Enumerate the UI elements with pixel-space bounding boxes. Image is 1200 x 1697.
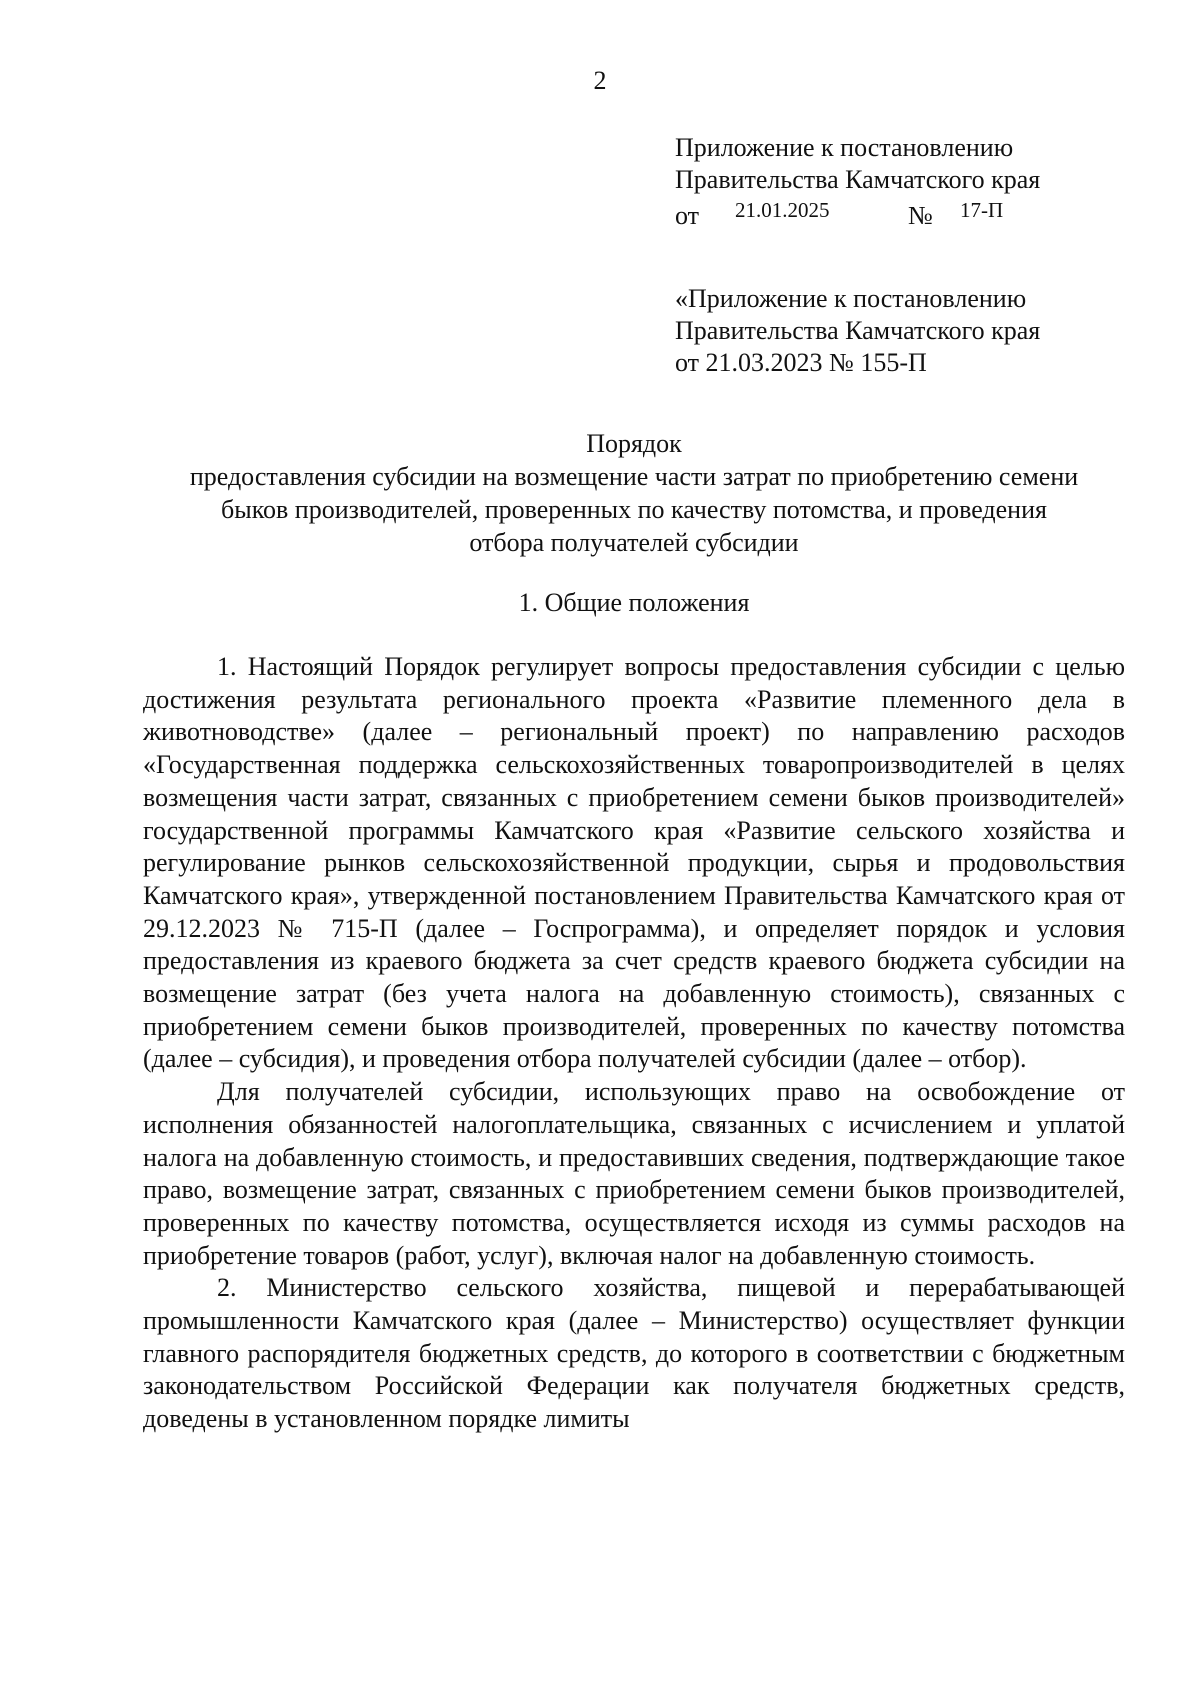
title-line: отбора получателей субсидии [469, 528, 799, 557]
attachment-date-line [675, 196, 1040, 230]
attachment-header-original [675, 283, 1040, 379]
attachment-line: Правительства Камчатского края [675, 165, 1041, 194]
document-body [143, 651, 1125, 1436]
paragraph: 2. Министерство сельского хозяйства, пищевой и перерабатывающей промышленности Камчатского края (далее – Министерство) осуществляет функции главного распорядителя бюджетных средств, до которого в соответствии с бюджетным законодательством Российской Федерации как получателя бюджетных средств, доведены в установленном порядке лимиты [143, 1273, 1125, 1434]
paragraph: 1. Настоящий Порядок регулирует вопросы предоставления субсидии с целью достижения результата регионального проекта «Развитие племенного дела в животноводстве» (далее – региональный проект) по направлению расходов «Государственная поддержка сельскохозяйственных товаропроизводителей в целях возмещения части затрат, связанных с приобретением семени быков производителей» государственной программы Камчатского края «Развитие сельского хозяйства и регулирование рынков сельскохозяйственной продукции, сырья и продовольствия Камчатского края», утвержденной постановлением Правительства Камчатского края от 29.12.2023 № 715-П (далее – Госпрограмма), и определяет порядок и условия предоставления из краевого бюджета за счет средств краевого бюджета субсидии на возмещение затрат (без учета налога на добавленную стоимость), связанных с приобретением семени быков производителей, проверенных по качеству потомства (далее – субсидия), и проведения отбора получателей субсидии (далее – отбор). [143, 652, 1125, 1074]
date-prefix: от [675, 201, 700, 230]
attachment-line: от 21.03.2023 № 155-П [675, 348, 927, 377]
title-line: Порядок [586, 429, 682, 458]
attachment-line: Правительства Камчатского края [675, 316, 1041, 345]
page-number: 2 [593, 66, 607, 95]
paragraph: Для получателей субсидии, использующих право на освобождение от исполнения обязанностей налогоплательщика, связанных с исчислением и уплатой налога на добавленную стоимость, и предоставивших сведения, подтверждающие такое право, возмещение затрат, связанных с приобретением семени быков производителей, проверенных по качеству потомства, осуществляется исходя из суммы расходов на приобретение товаров (работ, услуг), включая налог на добавленную стоимость. [143, 1077, 1125, 1270]
number-sign: № [908, 201, 933, 230]
attachment-header-current [675, 132, 1040, 230]
decree-date: 21.01.2025 [735, 198, 830, 222]
title-line: быков производителей, проверенных по качеству потомства, и проведения [221, 495, 1047, 524]
section-heading: 1. Общие положения [518, 588, 750, 617]
title-line: предоставления субсидии на возмещение части затрат по приобретению семени [189, 462, 1079, 491]
document-title [143, 427, 1125, 559]
decree-number: 17-П [960, 198, 1004, 222]
attachment-line: Приложение к постановлению [675, 133, 1014, 162]
attachment-line: «Приложение к постановлению [675, 284, 1027, 313]
